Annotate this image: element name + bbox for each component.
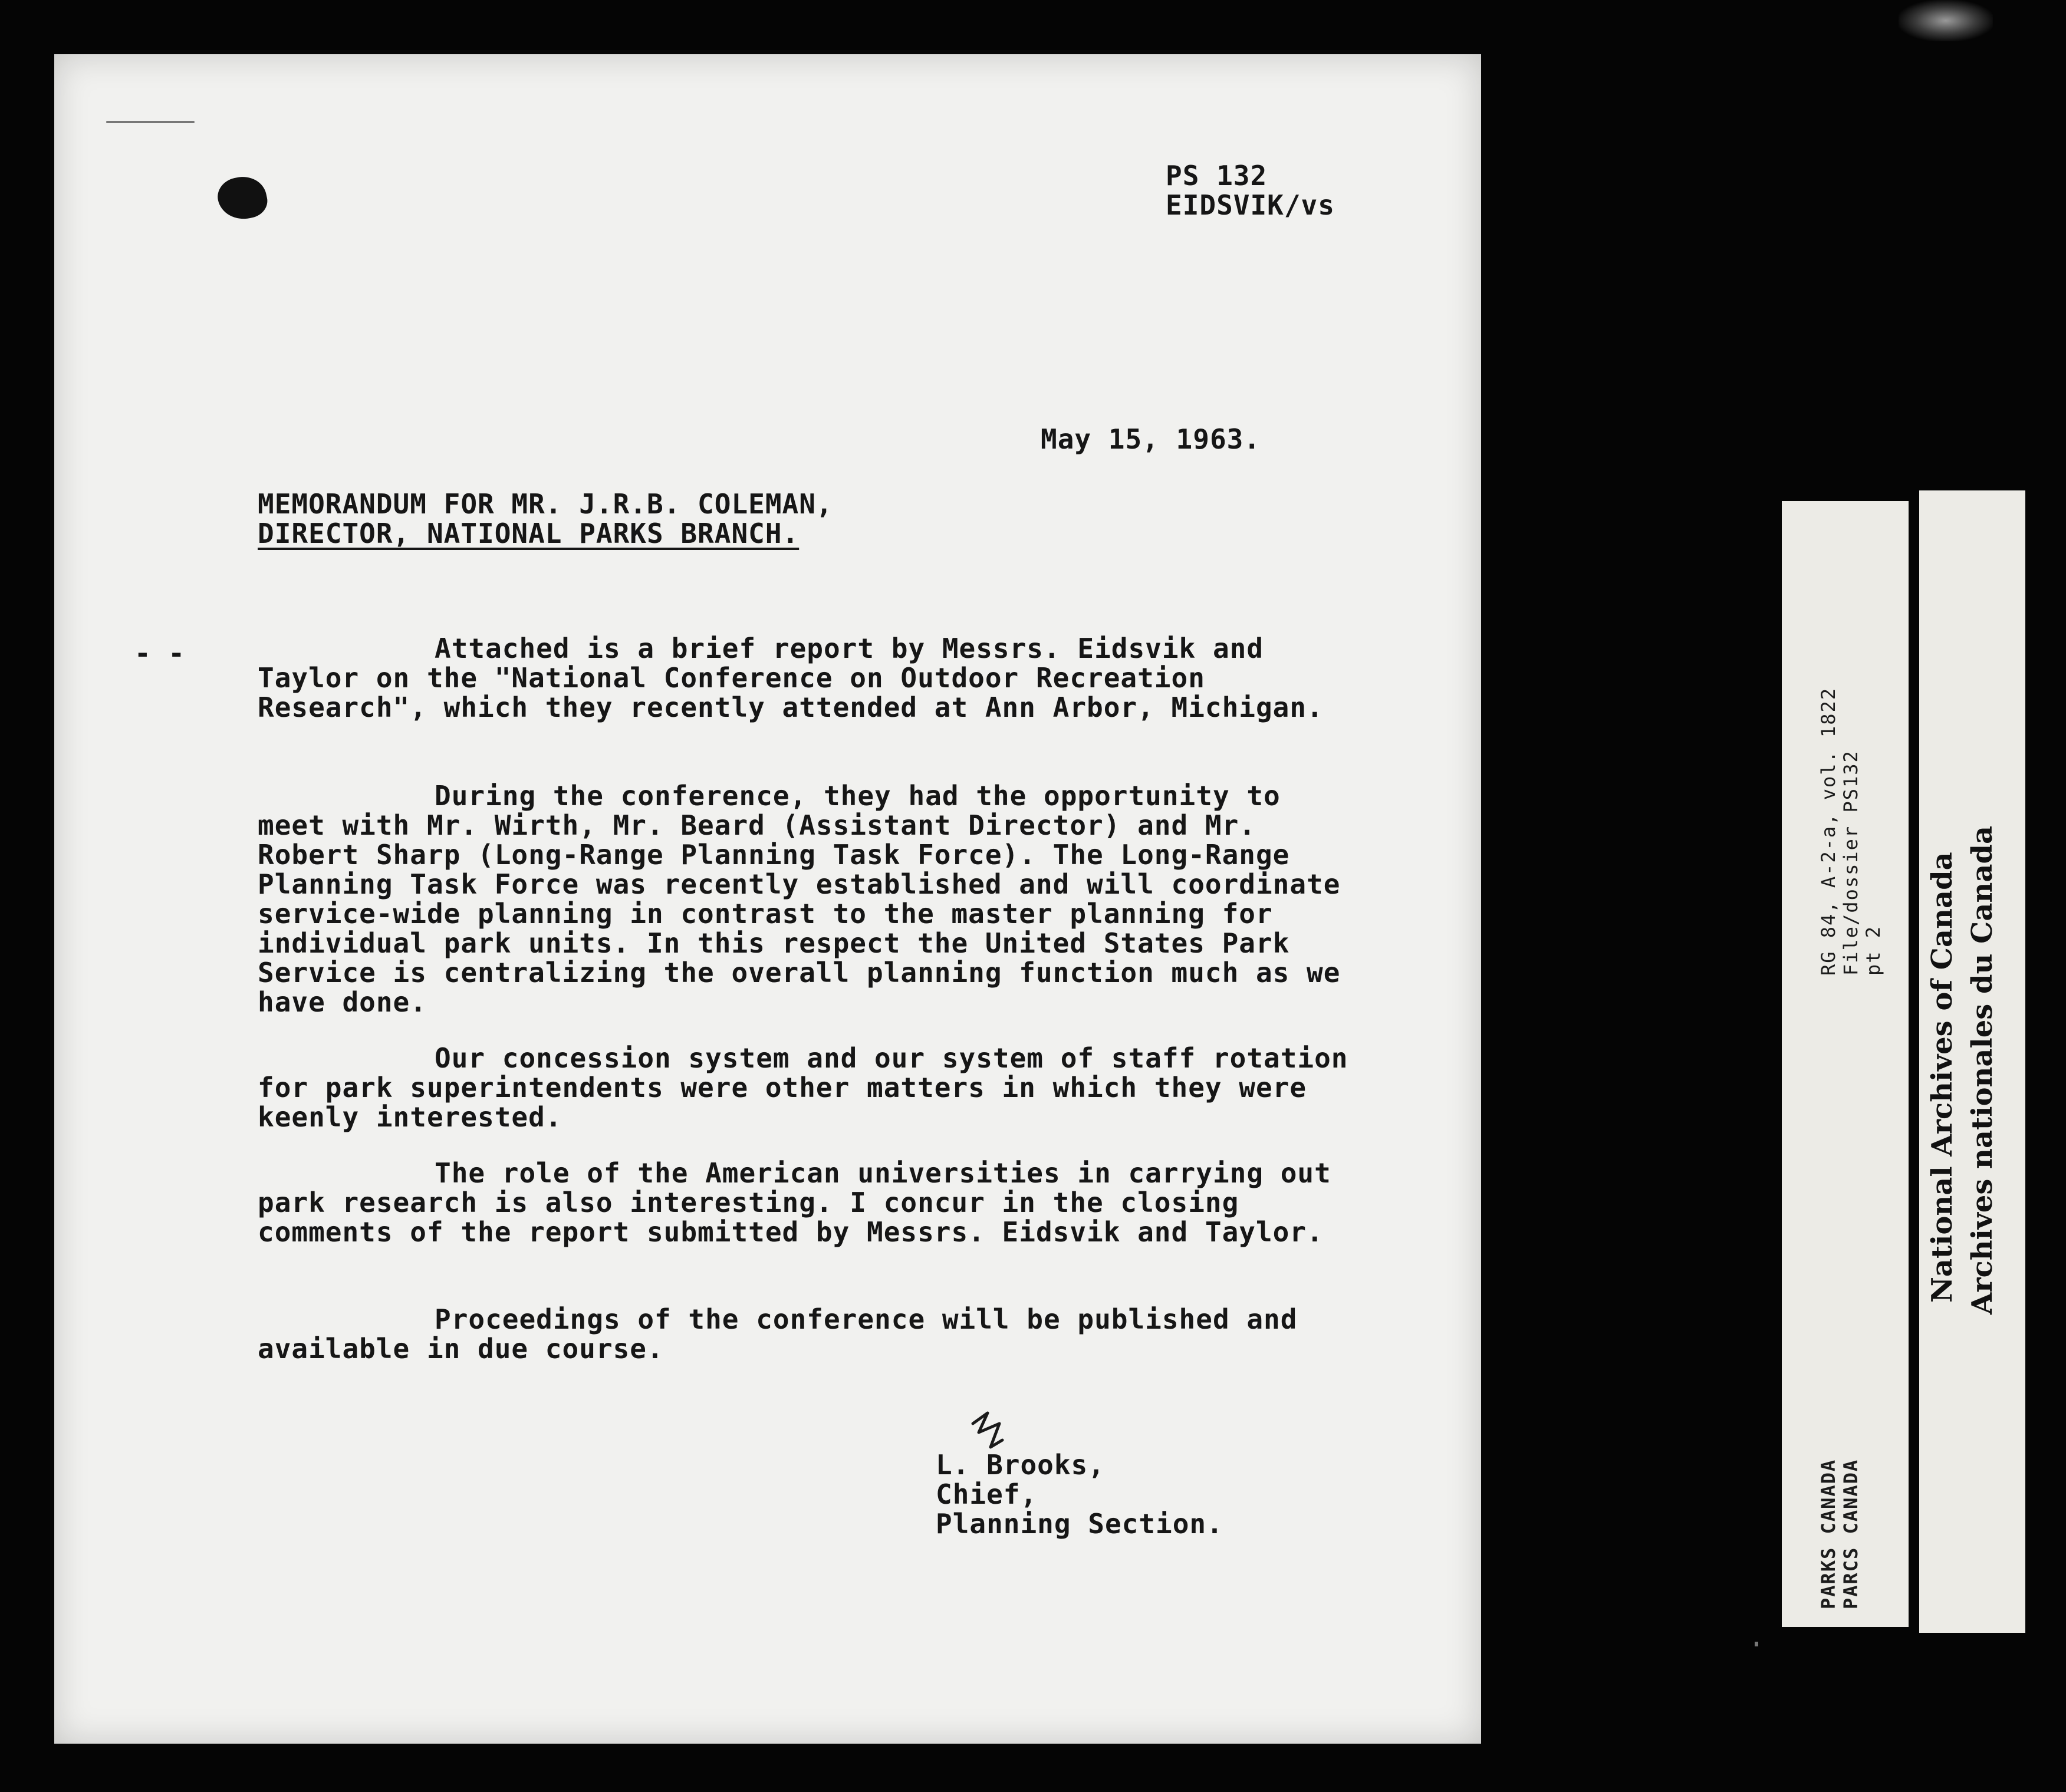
- file-code: PS 132: [1166, 160, 1268, 192]
- signatory-section: Planning Section.: [936, 1508, 1223, 1540]
- agency-name-fr: PARCS CANADA: [1840, 1458, 1862, 1609]
- archive-reference-line-1: RG 84, A-2-a, vol. 1822: [1817, 687, 1840, 976]
- archive-reference-card: [1782, 501, 1909, 1627]
- archive-reference-line-3: pt 2: [1862, 925, 1884, 976]
- body-paragraph-1: Attached is a brief report by Messrs. Eidsvik and Taylor on the "National Conference on Outdoor Recreation Research", which they recently attended at Ann Arbor, Michigan.: [258, 633, 1324, 723]
- body-paragraph-2: During the conference, they had the opportunity to meet with Mr. Wirth, Mr. Beard (Assistant Director) and Mr. Robert Sharp (Long-Range Planning Task Force). The Long-Range Planning Task Force was recently established and will coordinate service-wide planning in contrast to the master planning for individual park units. In this respect the United States Park Service is centralizing the overall planning function much as we have done.: [258, 780, 1341, 1018]
- archive-name-en: National Archives of Canada: [1926, 852, 1959, 1303]
- scan-artifact: [1899, 0, 1993, 41]
- archive-name-fr: Archives nationales du Canada: [1966, 825, 1999, 1315]
- pencil-mark: [106, 121, 195, 123]
- body-paragraph-4: The role of the American universities in carrying out park research is also interesting. I concur in the closing comments of the report submitted by Messrs. Eidsvik and Taylor.: [258, 1157, 1331, 1248]
- body-paragraph-3: Our concession system and our system of staff rotation for park superintendents were other matters in which they were keenly interested.: [258, 1042, 1348, 1133]
- body-paragraph-5: Proceedings of the conference will be published and available in due course.: [258, 1303, 1298, 1365]
- signatory-title: Chief,: [936, 1478, 1038, 1510]
- margin-mark: - -: [134, 637, 186, 669]
- addressee-line-2: DIRECTOR, NATIONAL PARKS BRANCH.: [258, 518, 800, 549]
- signatory-name: L. Brooks,: [936, 1449, 1105, 1481]
- addressee-line-1: MEMORANDUM FOR MR. J.R.B. COLEMAN,: [258, 488, 833, 520]
- archive-reference-line-2: File/dossier PS132: [1840, 750, 1862, 976]
- agency-name-en: PARKS CANADA: [1817, 1458, 1840, 1609]
- memo-date: May 15, 1963.: [1041, 423, 1261, 455]
- typist-initials: EIDSVIK/vs: [1166, 189, 1335, 221]
- scan-speck: [1755, 1642, 1758, 1646]
